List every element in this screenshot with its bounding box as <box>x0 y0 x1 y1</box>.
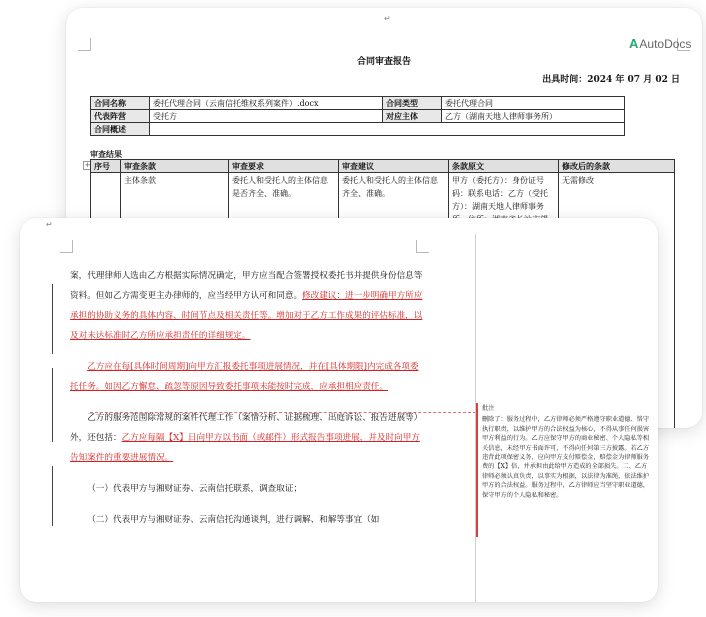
crop-mark <box>78 38 91 51</box>
counterparty-value[interactable]: 乙方（湖南天地人律师事务所） <box>442 110 625 123</box>
paragraph-text: （一）代表甲方与湘财证券、云南信托联系，调查取证； <box>87 484 303 494</box>
crop-mark <box>416 240 429 253</box>
column-header: 条款原文 <box>449 160 559 173</box>
comment-label: 批注 <box>482 405 495 412</box>
table-cell[interactable]: 委托人和受托人的主体信息是否齐全、准确。 <box>229 173 339 429</box>
logo-text: AutoDocs <box>639 36 692 51</box>
change-bar <box>52 466 53 526</box>
results-header-row <box>91 160 675 173</box>
overview-label: 合同概述 <box>91 123 150 136</box>
table-cell[interactable]: 主体条款 <box>121 173 229 429</box>
paragraph[interactable] <box>70 266 426 346</box>
crop-mark <box>60 240 73 253</box>
contract-name-label: 合同名称 <box>91 97 150 110</box>
column-header: 审查建议 <box>339 160 449 173</box>
contract-type-value[interactable]: 委托代理合同 <box>442 97 625 110</box>
change-bar <box>52 284 53 354</box>
comment-indicator <box>476 403 478 537</box>
logo-mark-icon: A <box>629 36 639 51</box>
overview-value[interactable] <box>150 123 625 136</box>
paragraph-mark-icon: ↵ <box>46 220 53 229</box>
report-date: 出具时间：2024 年 07 月 02 日 <box>542 75 680 85</box>
table-cell[interactable]: 甲方（委托方）：身份证号码：联系电话：乙方（受托方）：湖南天地人律师事务 <box>449 173 559 429</box>
contract-type-label: 合同类型 <box>383 97 442 110</box>
table-cell[interactable]: 无需修改 <box>559 173 675 429</box>
party-label: 代表阵营 <box>91 110 150 123</box>
contract-name-value[interactable]: 委托代理合同（云南信托维权系列案件）.docx <box>150 97 383 110</box>
comment-text: 删除了：服务过程中，乙方律师必须严格遵守职业道德、恪守执行职责，以维护甲方的合法权益为核心，不得从事任何损害甲方利益的行为。乙方应保守甲方的商业秘密、个人隐私等相关信息，未经甲方书面许可，不得向任何第三方披露。若乙方违背此项保密义务，应向甲方支付赔偿金，赔偿金为律师服务费的【X】倍，并承担由此给甲方造成的全部损失。二、乙方律师必须认真负责，以事实为根据，以法律为准绳，依法维护甲方的合法权益。服务过程中，乙方律师应当坚守职业道德，保守甲方的个人隐私和秘密。 <box>482 416 650 499</box>
column-header: 审查要求 <box>229 160 339 173</box>
tracked-insertion[interactable]: 修改建议：进一步明确甲方所应承担的协助义务的具体内容、时间节点及相关责任等。增加对于乙方工作成果的评估标准，以及对未达标准时乙方所应承担责任的详细规定。 <box>70 291 423 341</box>
paragraph-text: 乙方的服务范围除常规的案件代理工作（案情分析、证据梳理、出庭诉讼、报告进展等）外，还包括： <box>70 413 423 443</box>
column-header: 审查条款 <box>121 160 229 173</box>
paragraph[interactable] <box>70 357 426 397</box>
paragraph-text: （二）代表甲方与湘财证券、云南信托沟通谈判，进行调解、和解等事宜（如 <box>87 515 380 525</box>
paragraph[interactable] <box>70 408 426 468</box>
contract-document-window <box>20 218 658 602</box>
tracked-insertion[interactable]: 乙方应每隔【X】日向甲方以书面（或邮件）形式报告事项进展，并及时向甲方告知案件的重要进展情况。 <box>70 433 420 463</box>
tracked-insertion[interactable]: 乙方应在每[具体时间周期]向甲方汇报委托事项进展情况，并在[具体期限]内完成各项委托任务。如因乙方懈怠、疏忽等原因导致委托事项未能按时完成，应承担相应责任。 <box>70 362 419 392</box>
paragraph[interactable] <box>70 510 426 530</box>
table-cell[interactable]: 委托人和受托人的主体信息齐全、准确。 <box>339 173 449 429</box>
autodocs-logo <box>629 36 691 51</box>
counterparty-label: 对应主体 <box>383 110 442 123</box>
paragraph-text: 案，代理律师人选由乙方根据实际情况确定，甲方应当配合签署授权委托书并提供身份信息等资料。但如乙方需变更主办律师的，应当经甲方认可和同意。 <box>70 271 423 301</box>
results-section-title: 审查结果 <box>90 149 122 159</box>
paragraph[interactable] <box>70 479 426 499</box>
paragraph-mark-icon: ↵ <box>384 14 391 23</box>
document-body[interactable] <box>70 266 426 541</box>
expand-table-icon[interactable]: + <box>84 161 91 169</box>
change-bar <box>52 368 53 442</box>
report-title: 合同审查报告 <box>356 57 411 67</box>
column-header: 修改后的条款 <box>559 160 675 173</box>
column-header: 序号 <box>91 160 121 173</box>
party-value[interactable]: 受托方 <box>150 110 383 123</box>
contract-info-table <box>90 96 625 136</box>
comment-balloon[interactable] <box>482 404 652 500</box>
